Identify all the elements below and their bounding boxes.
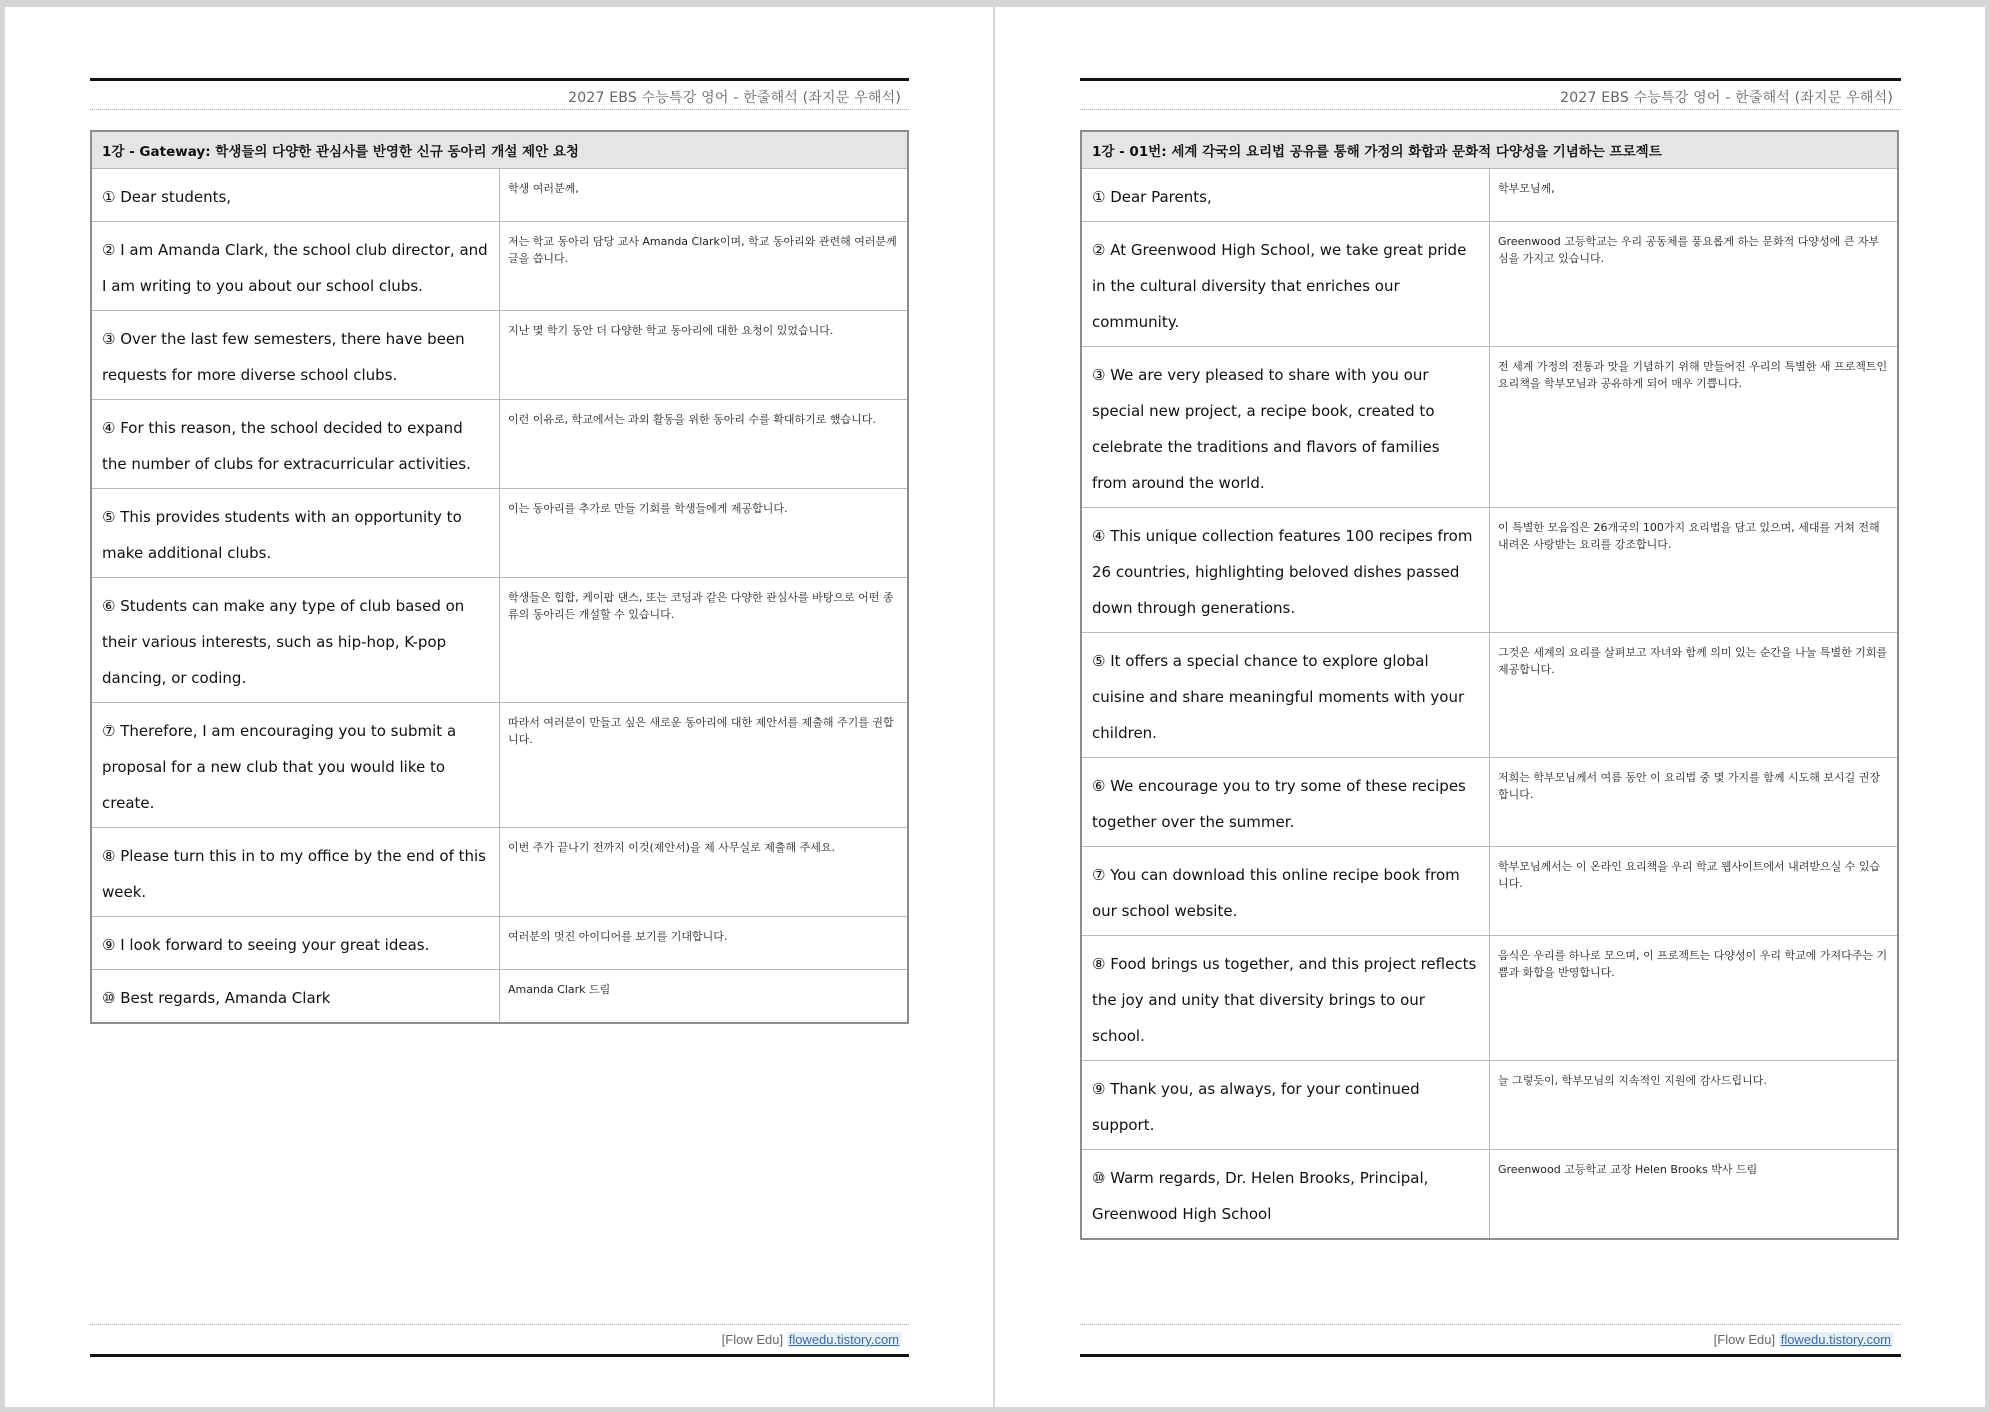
page-footer: [722, 1332, 901, 1347]
english-sentence: ③ We are very pleased to share with you our special new project, a recipe book, created to celebrate the traditions and flavors of families from around the world.: [1081, 347, 1490, 508]
korean-translation: 늘 그렇듯이, 학부모님의 지속적인 지원에 감사드립니다.: [1490, 1061, 1899, 1150]
sentence-row: [1081, 847, 1898, 936]
english-sentence: ③ Over the last few semesters, there have been requests for more diverse school clubs.: [91, 311, 500, 400]
korean-translation: Greenwood 고등학교는 우리 공동체를 풍요롭게 하는 문화적 다양성에 큰 자부심을 가지고 있습니다.: [1490, 222, 1899, 347]
sentence-row: [91, 970, 908, 1024]
sentence-row: [1081, 169, 1898, 222]
table-title-row: [1081, 131, 1898, 169]
korean-translation: 따라서 여러분이 만들고 싶은 새로운 동아리에 대한 제안서를 제출해 주기를 권합니다.: [500, 703, 909, 828]
footer-rule: [90, 1354, 909, 1357]
english-sentence: ⑩ Warm regards, Dr. Helen Brooks, Principal, Greenwood High School: [1081, 1150, 1490, 1240]
english-sentence: ⑦ You can download this online recipe book from our school website.: [1081, 847, 1490, 936]
korean-translation: 저희는 학부모님께서 여름 동안 이 요리법 중 몇 가지를 함께 시도해 보시길 권장합니다.: [1490, 758, 1899, 847]
sentence-table: [1080, 130, 1899, 1240]
footer-link[interactable]: flowedu.tistory.com: [788, 1332, 899, 1347]
korean-translation: Amanda Clark 드림: [500, 970, 909, 1024]
header-rule: [1080, 78, 1901, 81]
sentence-row: [91, 578, 908, 703]
sentence-row: [91, 311, 908, 400]
page-header: 2027 EBS 수능특강 영어 - 한줄해석 (좌지문 우해석): [1560, 90, 1893, 106]
korean-translation: 학생들은 힙합, 케이팝 댄스, 또는 코딩과 같은 다양한 관심사를 바탕으로 어떤 종류의 동아리든 개설할 수 있습니다.: [500, 578, 909, 703]
english-sentence: ① Dear students,: [91, 169, 500, 222]
korean-translation: 전 세계 가정의 전통과 맛을 기념하기 위해 만들어진 우리의 특별한 새 프로젝트인 요리책을 학부모님과 공유하게 되어 매우 기쁩니다.: [1490, 347, 1899, 508]
korean-translation: 이는 동아리를 추가로 만들 기회를 학생들에게 제공합니다.: [500, 489, 909, 578]
korean-translation: 여러분의 멋진 아이디어를 보기를 기대합니다.: [500, 917, 909, 970]
korean-translation: 이런 이유로, 학교에서는 과외 활동을 위한 동아리 수를 확대하기로 했습니다.: [500, 400, 909, 489]
header-rule: [90, 78, 909, 81]
english-sentence: ④ For this reason, the school decided to expand the number of clubs for extracurricular activities.: [91, 400, 500, 489]
korean-translation: 지난 몇 학기 동안 더 다양한 학교 동아리에 대한 요청이 있었습니다.: [500, 311, 909, 400]
page-left: [5, 7, 993, 1407]
sentence-row: [1081, 222, 1898, 347]
korean-translation: 학부모님께서는 이 온라인 요리책을 우리 학교 웹사이트에서 내려받으실 수 있습니다.: [1490, 847, 1899, 936]
footer-divider: [1080, 1324, 1901, 1325]
sentence-row: [91, 169, 908, 222]
footer-brand: [Flow Edu]: [721, 1332, 784, 1347]
english-sentence: ⑤ This provides students with an opportunity to make additional clubs.: [91, 489, 500, 578]
english-sentence: ⑥ We encourage you to try some of these recipes together over the summer.: [1081, 758, 1490, 847]
english-sentence: ⑧ Please turn this in to my office by the end of this week.: [91, 828, 500, 917]
sentence-row: [91, 703, 908, 828]
english-sentence: ⑥ Students can make any type of club based on their various interests, such as hip-hop, K-pop dancing, or coding.: [91, 578, 500, 703]
footer-link[interactable]: flowedu.tistory.com: [1780, 1332, 1891, 1347]
korean-translation: 음식은 우리를 하나로 모으며, 이 프로젝트는 다양성이 우리 학교에 가져다주는 기쁨과 화합을 반영합니다.: [1490, 936, 1899, 1061]
korean-translation: 이 특별한 모음집은 26개국의 100가지 요리법을 담고 있으며, 세대를 거쳐 전해 내려온 사랑받는 요리를 강조합니다.: [1490, 508, 1899, 633]
sentence-row: [91, 400, 908, 489]
english-sentence: ④ This unique collection features 100 recipes from 26 countries, highlighting beloved dishes passed down through generations.: [1081, 508, 1490, 633]
korean-translation: 학생 여러분께,: [500, 169, 909, 222]
page-header: 2027 EBS 수능특강 영어 - 한줄해석 (좌지문 우해석): [568, 90, 901, 106]
sentence-table: [90, 130, 909, 1024]
sentence-row: [1081, 508, 1898, 633]
sentence-row: [91, 489, 908, 578]
english-sentence: ⑨ Thank you, as always, for your continued support.: [1081, 1061, 1490, 1150]
english-sentence: ⑧ Food brings us together, and this project reflects the joy and unity that diversity brings to our school.: [1081, 936, 1490, 1061]
sentence-row: [1081, 936, 1898, 1061]
page-footer: [1714, 1332, 1893, 1347]
english-sentence: ① Dear Parents,: [1081, 169, 1490, 222]
sentence-table-body: [91, 131, 908, 1023]
table-title-row: [91, 131, 908, 169]
sentence-row: [1081, 1150, 1898, 1240]
sentence-row: [91, 222, 908, 311]
english-sentence: ⑦ Therefore, I am encouraging you to submit a proposal for a new club that you would like to create.: [91, 703, 500, 828]
sentence-row: [1081, 1061, 1898, 1150]
table-title: 1강 - 01번: 세계 각국의 요리법 공유를 통해 가정의 화합과 문화적 다양성을 기념하는 프로젝트: [1081, 131, 1898, 169]
footer-rule: [1080, 1354, 1901, 1357]
english-sentence: ② At Greenwood High School, we take great pride in the cultural diversity that enriches our community.: [1081, 222, 1490, 347]
english-sentence: ⑨ I look forward to seeing your great ideas.: [91, 917, 500, 970]
sentence-row: [91, 828, 908, 917]
korean-translation: 학부모님께,: [1490, 169, 1899, 222]
header-divider: [1080, 109, 1901, 110]
english-sentence: ⑩ Best regards, Amanda Clark: [91, 970, 500, 1024]
table-title: 1강 - Gateway: 학생들의 다양한 관심사를 반영한 신규 동아리 개설 제안 요청: [91, 131, 908, 169]
sentence-table-body: [1081, 131, 1898, 1239]
korean-translation: Greenwood 고등학교 교장 Helen Brooks 박사 드림: [1490, 1150, 1899, 1240]
footer-divider: [90, 1324, 909, 1325]
english-sentence: ⑤ It offers a special chance to explore global cuisine and share meaningful moments with your children.: [1081, 633, 1490, 758]
page-right: [995, 7, 1985, 1407]
english-sentence: ② I am Amanda Clark, the school club director, and I am writing to you about our school clubs.: [91, 222, 500, 311]
footer-brand: [Flow Edu]: [1713, 1332, 1776, 1347]
sentence-row: [1081, 758, 1898, 847]
sentence-row: [1081, 347, 1898, 508]
header-divider: [90, 109, 909, 110]
sentence-row: [1081, 633, 1898, 758]
korean-translation: 이번 주가 끝나기 전까지 이것(제안서)을 제 사무실로 제출해 주세요.: [500, 828, 909, 917]
korean-translation: 저는 학교 동아리 담당 교사 Amanda Clark이며, 학교 동아리와 관련해 여러분께 글을 씁니다.: [500, 222, 909, 311]
korean-translation: 그것은 세계의 요리를 살펴보고 자녀와 함께 의미 있는 순간을 나눌 특별한 기회를 제공합니다.: [1490, 633, 1899, 758]
sentence-row: [91, 917, 908, 970]
